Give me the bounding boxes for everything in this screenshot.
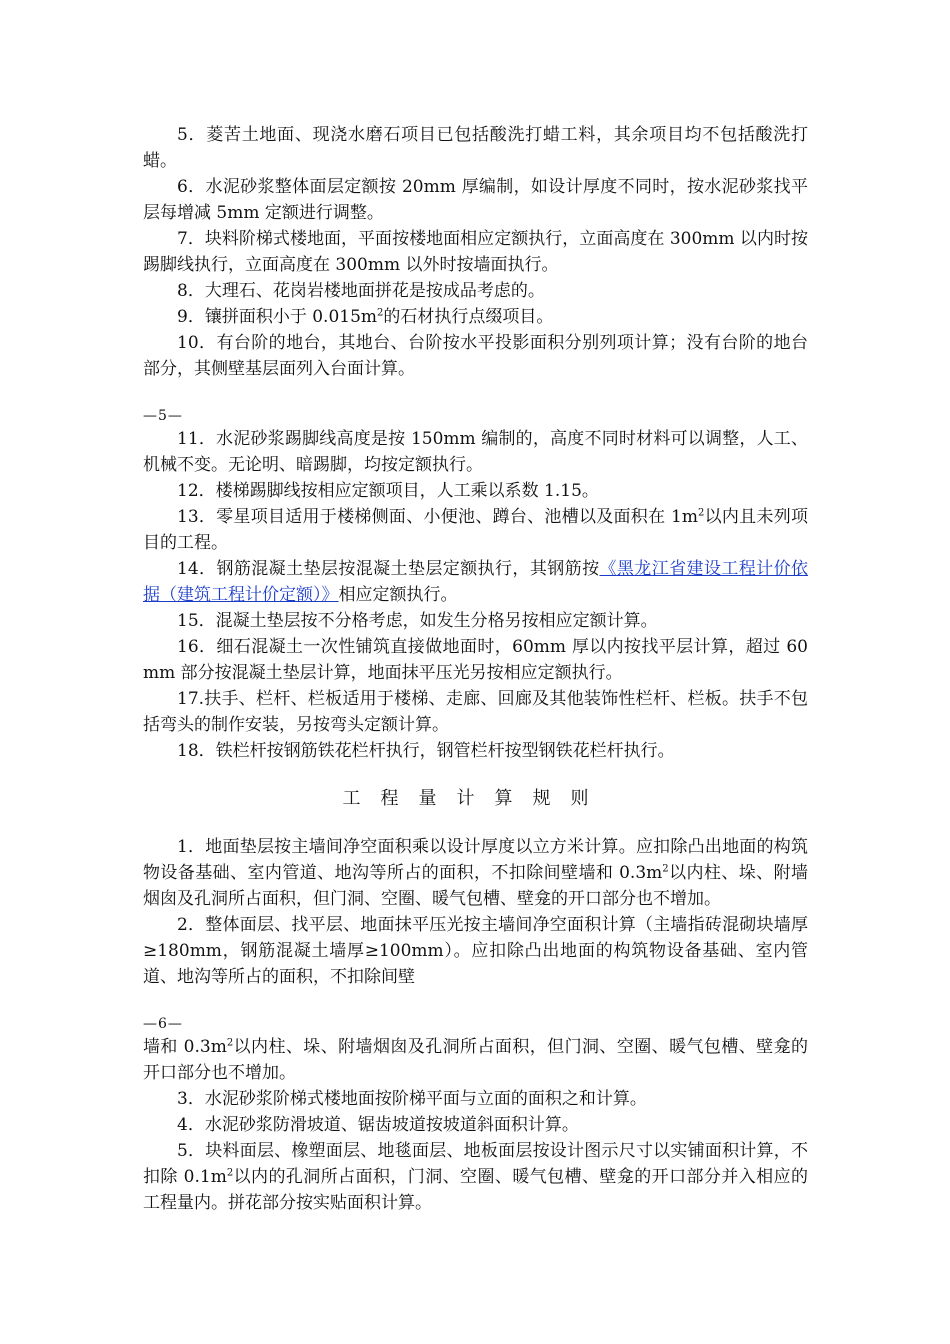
paragraph-item-18: 18．铁栏杆按钢筋铁花栏杆执行，钢管栏杆按型钢铁花栏杆执行。 [177, 741, 675, 761]
spacer [143, 990, 808, 1014]
paragraph-item-7: 7．块料阶梯式楼地面，平面按楼地面相应定额执行，立面高度在 300mm 以内时按踢脚线执行，立面高度在 300mm 以外时按墙面执行。 [143, 229, 808, 275]
paragraph-item-13 [143, 504, 808, 556]
text-run: 的石材执行点缀项目。 [383, 307, 554, 327]
paragraph-item-16: 16．细石混凝土一次性铺筑直接做地面时，60mm 厚以内按找平层计算，超过 60mm 部分按混凝土垫层计算，地面抹平压光另按相应定额执行。 [143, 637, 808, 683]
paragraph-item-15: 15．混凝土垫层按不分格考虑，如发生分格另按相应定额计算。 [177, 611, 658, 631]
rule-item-2-continued [143, 1034, 808, 1086]
paragraph-item-8: 8．大理石、花岗岩楼地面拼花是按成品考虑的。 [177, 281, 545, 301]
paragraph-item-10: 10．有台阶的地台，其地台、台阶按水平投影面积分别列项计算；没有台阶的地台部分，其侧壁基层面列入台面计算。 [143, 333, 808, 379]
rule-item-1 [143, 834, 808, 912]
rule-item-5 [143, 1138, 808, 1216]
text-run: 5．块料面层、橡塑面层、地毯面层、地板面层按设计图示尺寸以实铺面积计算，不扣除 0.1m [143, 1141, 808, 1187]
text-run: 相应定额执行。 [338, 585, 458, 605]
superscript: 2 [226, 1167, 234, 1179]
paragraph-item-17: 17.扶手、栏杆、栏板适用于楼梯、走廊、回廊及其他装饰性栏杆、栏板。扶手不包括弯头的制作安装，另按弯头定额计算。 [143, 689, 808, 735]
paragraph-item-9 [143, 304, 808, 330]
text-run: 13．零星项目适用于楼梯侧面、小便池、蹲台、池槽以及面积在 1m [177, 507, 698, 527]
spacer [143, 382, 808, 406]
page-number-marker: —6— [143, 1016, 183, 1032]
section-heading: 工程量计算规则 [342, 788, 609, 809]
superscript: 2 [377, 307, 384, 319]
superscript: 2 [697, 507, 705, 519]
rule-item-2: 2．整体面层、找平层、地面抹平压光按主墙间净空面积计算（主墙指砖混砌块墙厚≥180mm，钢筋混凝土墙厚≥100mm）。应扣除凸出地面的构筑物设备基础、室内管道、地沟等所占的面积，不扣除间壁 [143, 915, 808, 987]
paragraph-item-5: 5．菱苦土地面、现浇水磨石项目已包括酸洗打蜡工料，其余项目均不包括酸洗打蜡。 [143, 125, 808, 171]
text-run: 以内且未列项目的工程。 [143, 507, 808, 553]
text-run: 墙和 0.3m [143, 1037, 227, 1057]
text-run: 1．地面垫层按主墙间净空面积乘以设计厚度以立方米计算。应扣除凸出地面的构筑物设备基础、室内管道、地沟等所占的面积，不扣除间壁墙和 0.3m [143, 837, 808, 883]
text-run: 14．钢筋混凝土垫层按混凝土垫层定额执行，其钢筋按 [177, 559, 600, 579]
text-run: 9．镶拼面积小于 0.015m [177, 307, 378, 327]
rule-item-4: 4．水泥砂浆防滑坡道、锯齿坡道按坡道斜面积计算。 [177, 1115, 579, 1135]
paragraph-item-12: 12．楼梯踢脚线按相应定额项目，人工乘以系数 1.15。 [177, 481, 599, 501]
superscript: 2 [226, 1037, 234, 1049]
document-page [143, 122, 808, 1216]
text-run: 以内柱、垛、附墙烟囱及孔洞所占面积，但门洞、空圈、暖气包槽、壁龛的开口部分也不增加。 [143, 863, 809, 909]
paragraph-item-6: 6．水泥砂浆整体面层定额按 20mm 厚编制，如设计厚度不同时，按水泥砂浆找平层每增减 5mm 定额进行调整。 [143, 177, 808, 223]
reference-link[interactable]: 《黑龙江省建设工程计价依据（建筑工程计价定额）》 [143, 559, 808, 605]
paragraph-item-11: 11．水泥砂浆踢脚线高度是按 150mm 编制的，高度不同时材料可以调整，人工、机械不变。无论明、暗踢脚，均按定额执行。 [143, 429, 808, 475]
paragraph-item-14 [143, 556, 808, 608]
text-run: 以内的孔洞所占面积，门洞、空圈、暖气包槽、壁龛的开口部分并入相应的工程量内。拼花部分按实贴面积计算。 [143, 1167, 809, 1213]
rule-item-3: 3．水泥砂浆阶梯式楼地面按阶梯平面与立面的面积之和计算。 [177, 1089, 647, 1109]
superscript: 2 [662, 863, 669, 875]
page-number-marker: —5— [143, 408, 183, 424]
text-run: 以内柱、垛、附墙烟囱及孔洞所占面积，但门洞、空圈、暖气包槽、壁龛的开口部分也不增加。 [143, 1037, 809, 1083]
